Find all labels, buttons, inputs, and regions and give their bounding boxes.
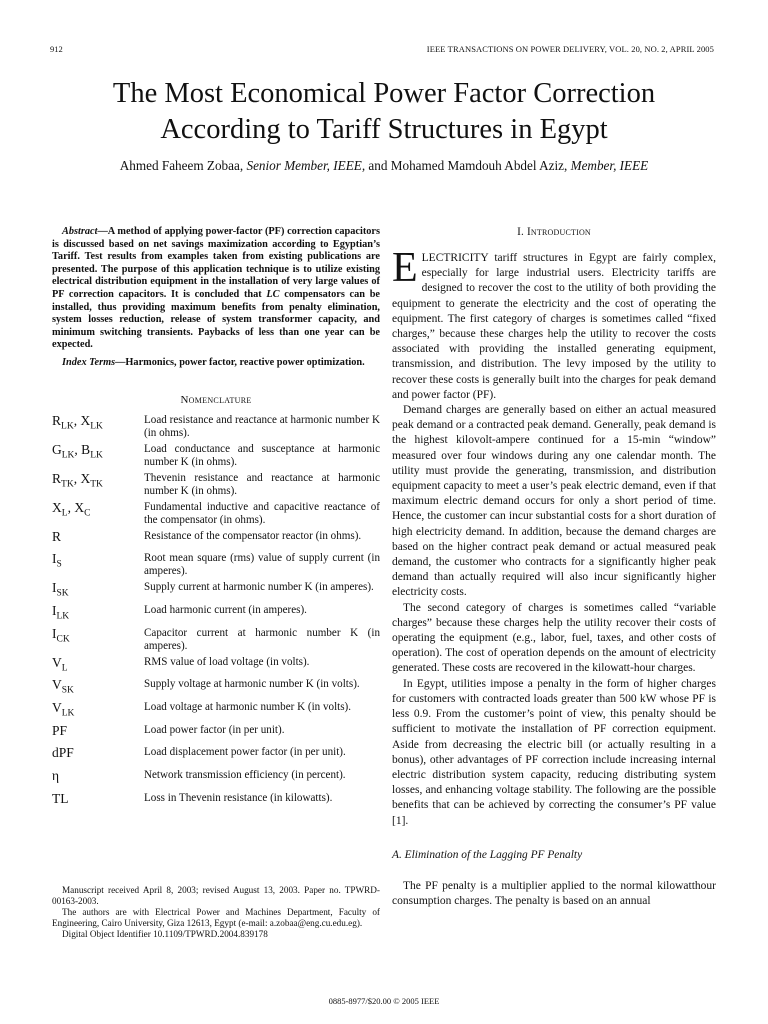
- nomenclature-definition: Load resistance and reactance at harmonic number K (in ohms).: [144, 413, 380, 439]
- nomenclature-symbol-part: L: [61, 663, 68, 674]
- nomenclature-row: [52, 769, 380, 789]
- nomenclature-row: [52, 701, 380, 721]
- index-terms-label: Index Terms: [62, 356, 116, 368]
- nomenclature-definition: RMS value of load voltage (in volts).: [144, 655, 310, 668]
- footnote-received: Manuscript received April 8, 2003; revised August 13, 2003. Paper no. TPWRD-00163-2003.: [52, 885, 380, 906]
- nomenclature-definition: Capacitor current at harmonic number K (in amperes).: [144, 626, 380, 652]
- nomenclature-symbol-part: CK: [56, 634, 70, 645]
- nomenclature-symbol: [52, 581, 144, 601]
- nomenclature-symbol-part: V: [52, 677, 62, 693]
- nomenclature-symbol-part: R: [52, 470, 62, 486]
- nomenclature-symbol: [52, 656, 144, 676]
- abstract-text-a: —A method of applying power-factor (PF) correction capacitors is discussed based on net savings maximization according to Egyptian’s Tariff. Test results from examples taken from existing publications are presented. The purpose of this application technique is to utilize existing electrical distribution equipment in the installation of very large values of PF correction capacitors. It is concluded that: [52, 226, 380, 300]
- nomenclature-symbol: [52, 530, 144, 550]
- footnote-doi: Digital Object Identifier 10.1109/TPWRD.2004.839178: [62, 929, 268, 939]
- nomenclature-row: [52, 678, 380, 698]
- nomenclature-symbol-part: V: [52, 699, 62, 715]
- author-1-role: Senior Member, IEEE,: [246, 158, 366, 173]
- nomenclature-symbol-part: I: [52, 602, 57, 618]
- section-number: I.: [517, 226, 527, 238]
- abstract-label: Abstract: [62, 226, 98, 237]
- nomenclature-symbol-part: V: [52, 654, 62, 670]
- right-column: [392, 226, 716, 909]
- nomenclature-definition: Load harmonic current (in amperes).: [144, 603, 307, 616]
- nomenclature-row: [52, 724, 380, 744]
- nomenclature-symbol-part: LK: [61, 708, 75, 719]
- nomenclature-symbol: [52, 552, 144, 578]
- intro-paragraph-1-text: LECTRICITY tariff structures in Egypt are fairly complex, especially for large industrial users. Electricity tariffs are designed to recover the cost to the utility of both providing the equipment to generate the electricity and the cost of operating the equipment. The first category of charges is sometimes called “fixed charges,” because these charges help the utility to recover the costs associated with providing the installed generating equipment, transmission, and distribution. The levy imposed by the utility to recover these costs is generally built into the charges for peak demand and power factor (PF).: [392, 252, 716, 401]
- nomenclature-symbol: [52, 627, 144, 653]
- nomenclature-definition: Supply current at harmonic number K (in amperes).: [144, 581, 374, 594]
- nomenclature-symbol-part: G: [52, 441, 62, 457]
- author-2-role: Member, IEEE: [570, 158, 649, 173]
- nomenclature-definition: Fundamental inductive and capacitive reactance of the compensator (in ohms).: [144, 500, 380, 526]
- nomenclature-symbol-part: TK: [61, 479, 74, 490]
- title-line-1: The Most Economical Power Factor Correction: [112, 78, 656, 109]
- left-column: [52, 226, 380, 814]
- nomenclature-symbol: [52, 443, 144, 469]
- footnote: [52, 885, 380, 940]
- nomenclature-definition: Network transmission efficiency (in percent).: [144, 769, 346, 782]
- nomenclature-symbol: [52, 701, 144, 721]
- nomenclature-row: [52, 604, 380, 624]
- intro-paragraph-3: The second category of charges is sometimes called “variable charges” because these charges help the utility recover their costs of operating the equipment (e.g., labor, fuel, taxes, and other costs of operation). The cost of operation depends on the amount of electricity generated. These costs are recovered in the kilowatt-hour charges.: [392, 601, 716, 675]
- nomenclature-definition: Resistance of the compensator reactor (in ohms).: [144, 529, 362, 542]
- nomenclature-row: [52, 792, 380, 812]
- nomenclature-symbol-part: LK: [90, 421, 103, 432]
- nomenclature-row: [52, 472, 380, 498]
- section-title: Introduction: [527, 226, 591, 238]
- nomenclature-symbol-part: LK: [90, 450, 103, 461]
- nomenclature-symbol: [52, 414, 144, 440]
- nomenclature-symbol: [52, 724, 144, 744]
- nomenclature-symbol: [52, 746, 144, 766]
- page-number: 912: [50, 44, 63, 54]
- abstract-emph: LC: [266, 288, 280, 300]
- index-terms-text: —Harmonics, power factor, reactive power optimization.: [115, 356, 365, 368]
- nomenclature-definition: Load power factor (in per unit).: [144, 723, 285, 736]
- nomenclature-row: [52, 581, 380, 601]
- author-line: [0, 158, 768, 174]
- nomenclature-definition: Supply voltage at harmonic number K (in volts).: [144, 678, 360, 691]
- nomenclature-definition: Load conductance and susceptance at harmonic number K (in ohms).: [144, 442, 380, 468]
- nomenclature-symbol-part: C: [84, 508, 91, 519]
- nomenclature-symbol: [52, 604, 144, 624]
- nomenclature-symbol-part: I: [52, 551, 57, 567]
- nomenclature-symbol-part: R: [52, 528, 62, 544]
- nomenclature-symbol: [52, 472, 144, 498]
- nomenclature-definition: Thevenin resistance and reactance at harmonic number K (in ohms).: [144, 471, 380, 497]
- title-line-2: According to Tariff Structures in Egypt: [160, 114, 608, 145]
- nomenclature-definition: Load displacement power factor (in per unit).: [144, 746, 346, 759]
- nomenclature-symbol-part: SK: [56, 588, 69, 599]
- nomenclature-symbol-part: I: [52, 580, 57, 596]
- footnote-affiliation: The authors are with Electrical Power and Machines Department, Faculty of Engineering, Cairo University, Giza 12613, Egypt (e-mail: a.zobaa@eng.cu.edu.eg).: [52, 907, 380, 928]
- nomenclature-definition: Loss in Thevenin resistance (in kilowatts).: [144, 791, 333, 804]
- nomenclature-symbol-part: PF: [52, 722, 68, 738]
- nomenclature-symbol-part: , X: [67, 499, 85, 515]
- nomenclature-symbol: [52, 769, 144, 789]
- nomenclature-symbol-part: R: [52, 412, 62, 428]
- nomenclature-symbol: [52, 501, 144, 527]
- nomenclature-symbol-part: , X: [73, 412, 91, 428]
- abstract-text-b: compensators can be installed, thus providing maximum benefits from penalty elimination, system losses reduction, release of system transformer capacity, and minimum switching transients. Paybacks of less than one year can be expected.: [52, 288, 380, 351]
- nomenclature-definition: Root mean square (rms) value of supply current (in amperes).: [144, 552, 380, 578]
- intro-paragraph-2: Demand charges are generally based on either an actual measured peak demand or a contracted peak demand. Generally, peak demand is the highest kilovolt-ampere continued for a 15-min “window” measured over four windows during any one calendar month. The utility must provide the generating, transmission, and distribution equipment capacity to meet a user’s peak electric demand, even if that maximum electric demand occurs for only a short period of time. Hence, the customer can incur substantial costs for a short duration of high electricity demand. In addition, because the demand charges are based on the higher contract peak demand or actual measured peak demand, the customer who contracts for a significantly higher peak demand than actually required will also incur significantly higher electricity costs.: [392, 404, 716, 599]
- nomenclature-symbol-part: dPF: [52, 745, 74, 761]
- nomenclature-row: [52, 746, 380, 766]
- nomenclature-symbol-part: S: [56, 559, 62, 570]
- nomenclature-symbol-part: SK: [61, 685, 74, 696]
- nomenclature-symbol-part: LK: [61, 421, 74, 432]
- nomenclature-row: [52, 414, 380, 440]
- index-terms: [52, 357, 380, 370]
- nomenclature-symbol-part: , B: [74, 441, 91, 457]
- nomenclature-heading: Nomenclature: [180, 393, 252, 406]
- nomenclature-definition: Load voltage at harmonic number K (in volts).: [144, 700, 352, 713]
- nomenclature-symbol: [52, 792, 144, 812]
- nomenclature-symbol-part: η: [52, 768, 60, 784]
- copyright-line: 0885-8977/$20.00 © 2005 IEEE: [328, 996, 440, 1006]
- nomenclature-symbol-part: TK: [90, 479, 103, 490]
- nomenclature-row: [52, 627, 380, 653]
- nomenclature-symbol-part: L: [61, 508, 68, 519]
- nomenclature-symbol-part: X: [52, 499, 62, 515]
- nomenclature-row: [52, 656, 380, 676]
- abstract: [52, 226, 380, 352]
- drop-cap: E: [392, 245, 418, 291]
- author-1: Ahmed Faheem Zobaa,: [119, 158, 247, 173]
- intro-paragraph-1: [392, 245, 716, 403]
- nomenclature-symbol-part: LK: [61, 450, 75, 461]
- nomenclature-list: [52, 414, 380, 812]
- journal-header: IEEE TRANSACTIONS ON POWER DELIVERY, VOL. 20, NO. 2, APRIL 2005: [426, 44, 714, 54]
- intro-paragraph-5: The PF penalty is a multiplier applied to the normal kilowatthour consumption charges. The penalty is based on an annual: [392, 879, 716, 908]
- nomenclature-symbol-part: TL: [52, 790, 69, 806]
- paper-title: [0, 76, 768, 148]
- nomenclature-row: [52, 443, 380, 469]
- author-2: and Mohamed Mamdouh Abdel Aziz,: [365, 158, 571, 173]
- nomenclature-symbol-part: , X: [73, 470, 91, 486]
- nomenclature-symbol-part: I: [52, 625, 57, 641]
- nomenclature-symbol: [52, 678, 144, 698]
- nomenclature-row: [52, 501, 380, 527]
- section-heading-introduction: [392, 226, 716, 238]
- nomenclature-row: [52, 552, 380, 578]
- nomenclature-symbol-part: LK: [56, 611, 70, 622]
- nomenclature-row: [52, 530, 380, 550]
- subsection-heading: A. Elimination of the Lagging PF Penalty: [392, 848, 583, 861]
- intro-paragraph-4: In Egypt, utilities impose a penalty in the form of higher charges for customers with contracted loads greater than 500 kW whose PF is less 0.9. From the customer’s point of view, this penalty should be sufficient to motivate the installation of PF correction equipment. Aside from decreasing the electric bill (or actually resulting in a bonus), other advantages of PF correction include increasing internal electric distribution system capacity, reducing distributing system losses, and enhancing voltage stability. The following are the possible benefits that can be achieved by correcting the consumer’s PF value [1].: [392, 677, 716, 827]
- introduction-body: [392, 245, 716, 909]
